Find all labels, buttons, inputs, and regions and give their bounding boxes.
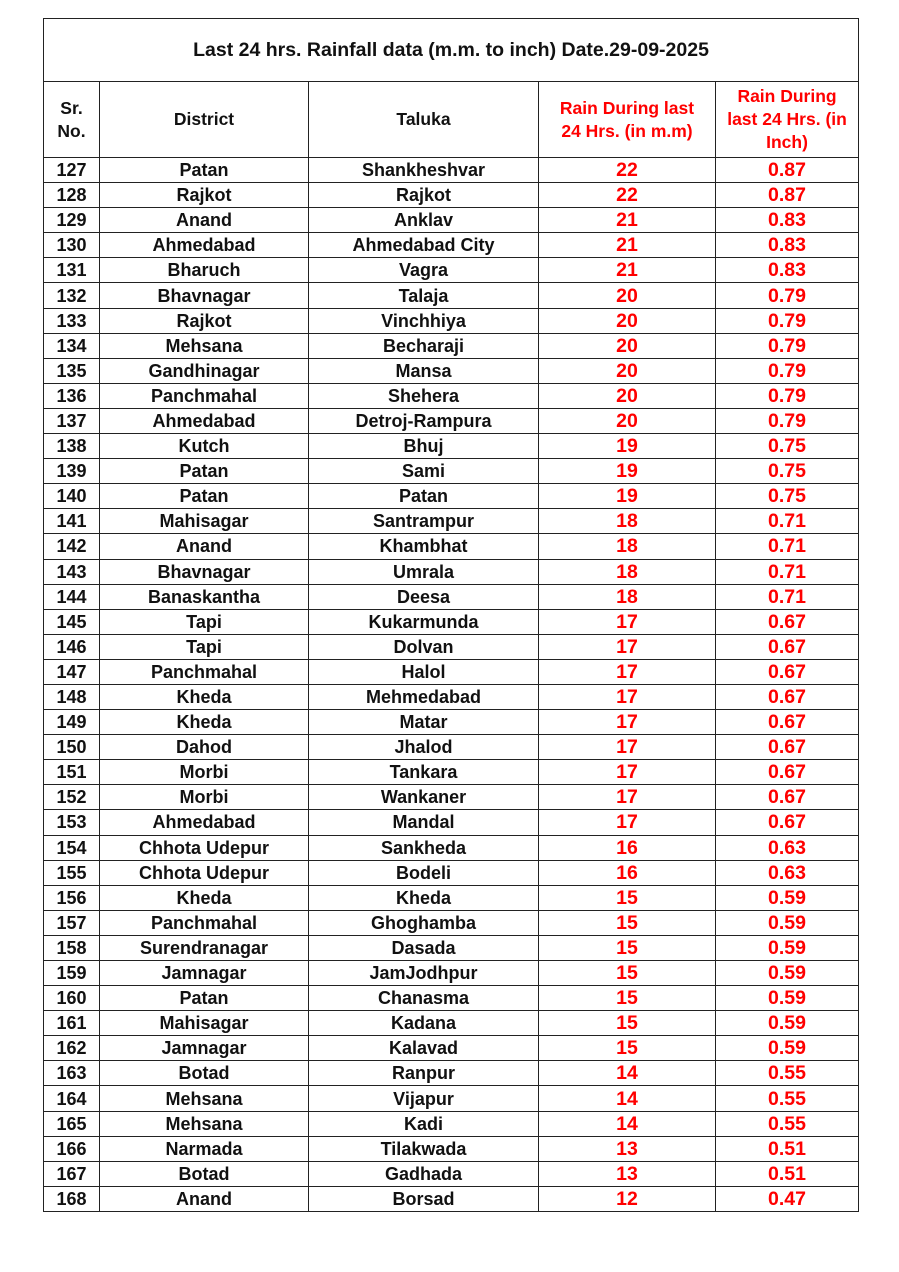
taluka-cell: Mansa (309, 358, 539, 383)
taluka-cell: Kheda (309, 885, 539, 910)
table-row (44, 158, 859, 183)
taluka-cell: Sankheda (309, 835, 539, 860)
rain-inch-cell: 0.59 (716, 1036, 859, 1061)
district-cell: Ahmedabad (100, 408, 309, 433)
rain-mm-cell: 17 (539, 735, 716, 760)
rain-mm-cell: 18 (539, 559, 716, 584)
district-cell: Ahmedabad (100, 810, 309, 835)
rain-mm-cell: 15 (539, 961, 716, 986)
table-row (44, 710, 859, 735)
rain-mm-cell: 19 (539, 459, 716, 484)
sr-no-cell: 163 (44, 1061, 100, 1086)
taluka-cell: Chanasma (309, 986, 539, 1011)
rain-mm-cell: 21 (539, 233, 716, 258)
district-cell: Tapi (100, 609, 309, 634)
rain-inch-cell: 0.67 (716, 659, 859, 684)
header-sr-no: Sr. No. (44, 82, 100, 158)
rain-inch-cell: 0.79 (716, 308, 859, 333)
taluka-cell: Kadi (309, 1111, 539, 1136)
table-row (44, 459, 859, 484)
sr-no-cell: 146 (44, 634, 100, 659)
rain-mm-cell: 17 (539, 810, 716, 835)
table-row (44, 233, 859, 258)
rain-inch-cell: 0.55 (716, 1061, 859, 1086)
taluka-cell: Vinchhiya (309, 308, 539, 333)
taluka-cell: Umrala (309, 559, 539, 584)
table-row (44, 333, 859, 358)
rain-mm-cell: 22 (539, 158, 716, 183)
rain-mm-cell: 16 (539, 835, 716, 860)
rain-inch-cell: 0.75 (716, 484, 859, 509)
table-row (44, 308, 859, 333)
rain-mm-cell: 15 (539, 885, 716, 910)
district-cell: Morbi (100, 760, 309, 785)
district-cell: Rajkot (100, 183, 309, 208)
rain-mm-cell: 19 (539, 434, 716, 459)
rain-mm-cell: 15 (539, 986, 716, 1011)
taluka-cell: Wankaner (309, 785, 539, 810)
taluka-cell: Vijapur (309, 1086, 539, 1111)
sr-no-cell: 156 (44, 885, 100, 910)
sr-no-cell: 131 (44, 258, 100, 283)
table-row (44, 785, 859, 810)
rain-mm-cell: 18 (539, 584, 716, 609)
rain-inch-cell: 0.59 (716, 910, 859, 935)
rain-inch-cell: 0.51 (716, 1161, 859, 1186)
rain-mm-cell: 15 (539, 1011, 716, 1036)
table-row (44, 860, 859, 885)
rain-inch-cell: 0.59 (716, 885, 859, 910)
table-row (44, 283, 859, 308)
sr-no-cell: 148 (44, 684, 100, 709)
table-row (44, 1036, 859, 1061)
sr-no-cell: 147 (44, 659, 100, 684)
rain-inch-cell: 0.63 (716, 860, 859, 885)
district-cell: Kutch (100, 434, 309, 459)
district-cell: Bhavnagar (100, 283, 309, 308)
taluka-cell: Anklav (309, 208, 539, 233)
district-cell: Mehsana (100, 1086, 309, 1111)
rain-mm-cell: 18 (539, 509, 716, 534)
rain-inch-cell: 0.71 (716, 509, 859, 534)
header-rain-inch: Rain During last 24 Hrs. (in Inch) (716, 82, 859, 158)
rain-mm-cell: 22 (539, 183, 716, 208)
district-cell: Botad (100, 1061, 309, 1086)
sr-no-cell: 164 (44, 1086, 100, 1111)
sr-no-cell: 139 (44, 459, 100, 484)
table-row (44, 935, 859, 960)
district-cell: Panchmahal (100, 659, 309, 684)
rain-inch-cell: 0.59 (716, 961, 859, 986)
header-row (44, 82, 859, 158)
table-row (44, 1061, 859, 1086)
sr-no-cell: 168 (44, 1186, 100, 1211)
district-cell: Ahmedabad (100, 233, 309, 258)
taluka-cell: Shehera (309, 383, 539, 408)
table-row (44, 634, 859, 659)
rain-inch-cell: 0.67 (716, 810, 859, 835)
rain-inch-cell: 0.67 (716, 735, 859, 760)
table-row (44, 584, 859, 609)
rain-mm-cell: 18 (539, 534, 716, 559)
district-cell: Chhota Udepur (100, 860, 309, 885)
rain-inch-cell: 0.83 (716, 208, 859, 233)
taluka-cell: Detroj-Rampura (309, 408, 539, 433)
taluka-cell: Kukarmunda (309, 609, 539, 634)
district-cell: Mahisagar (100, 1011, 309, 1036)
sr-no-cell: 144 (44, 584, 100, 609)
table-row (44, 509, 859, 534)
taluka-cell: Matar (309, 710, 539, 735)
taluka-cell: Borsad (309, 1186, 539, 1211)
taluka-cell: Becharaji (309, 333, 539, 358)
table-row (44, 434, 859, 459)
rain-inch-cell: 0.51 (716, 1136, 859, 1161)
taluka-cell: Jhalod (309, 735, 539, 760)
taluka-cell: Vagra (309, 258, 539, 283)
table-row (44, 810, 859, 835)
table-row (44, 559, 859, 584)
rain-inch-cell: 0.71 (716, 559, 859, 584)
table-row (44, 208, 859, 233)
taluka-cell: Tankara (309, 760, 539, 785)
sr-no-cell: 150 (44, 735, 100, 760)
rain-inch-cell: 0.75 (716, 459, 859, 484)
rain-mm-cell: 17 (539, 609, 716, 634)
sr-no-cell: 153 (44, 810, 100, 835)
sr-no-cell: 130 (44, 233, 100, 258)
rain-inch-cell: 0.63 (716, 835, 859, 860)
rain-inch-cell: 0.55 (716, 1086, 859, 1111)
table-body (44, 158, 859, 1212)
table-row (44, 383, 859, 408)
table-row (44, 735, 859, 760)
table-row (44, 885, 859, 910)
sr-no-cell: 140 (44, 484, 100, 509)
table-row (44, 1086, 859, 1111)
sr-no-cell: 133 (44, 308, 100, 333)
rain-inch-cell: 0.67 (716, 634, 859, 659)
rain-inch-cell: 0.87 (716, 158, 859, 183)
rain-mm-cell: 20 (539, 358, 716, 383)
rainfall-table (43, 18, 859, 1212)
district-cell: Anand (100, 534, 309, 559)
table-row (44, 408, 859, 433)
taluka-cell: Ghoghamba (309, 910, 539, 935)
table-row (44, 684, 859, 709)
sr-no-cell: 127 (44, 158, 100, 183)
sr-no-cell: 128 (44, 183, 100, 208)
table-row (44, 910, 859, 935)
rain-mm-cell: 15 (539, 1036, 716, 1061)
rain-inch-cell: 0.59 (716, 935, 859, 960)
taluka-cell: Gadhada (309, 1161, 539, 1186)
district-cell: Bhavnagar (100, 559, 309, 584)
table-row (44, 1161, 859, 1186)
sr-no-cell: 162 (44, 1036, 100, 1061)
rain-mm-cell: 14 (539, 1061, 716, 1086)
sr-no-cell: 151 (44, 760, 100, 785)
taluka-cell: Santrampur (309, 509, 539, 534)
table-row (44, 986, 859, 1011)
table-row (44, 258, 859, 283)
district-cell: Kheda (100, 710, 309, 735)
rain-inch-cell: 0.67 (716, 760, 859, 785)
rain-mm-cell: 21 (539, 208, 716, 233)
taluka-cell: Rajkot (309, 183, 539, 208)
sr-no-cell: 160 (44, 986, 100, 1011)
taluka-cell: Talaja (309, 283, 539, 308)
district-cell: Mehsana (100, 333, 309, 358)
district-cell: Bharuch (100, 258, 309, 283)
table-row (44, 1111, 859, 1136)
taluka-cell: Shankheshvar (309, 158, 539, 183)
rain-inch-cell: 0.47 (716, 1186, 859, 1211)
taluka-cell: Patan (309, 484, 539, 509)
rain-mm-cell: 17 (539, 710, 716, 735)
taluka-cell: Dolvan (309, 634, 539, 659)
taluka-cell: Kalavad (309, 1036, 539, 1061)
sr-no-cell: 166 (44, 1136, 100, 1161)
district-cell: Patan (100, 484, 309, 509)
sr-no-cell: 143 (44, 559, 100, 584)
rain-mm-cell: 20 (539, 408, 716, 433)
rain-inch-cell: 0.71 (716, 584, 859, 609)
district-cell: Banaskantha (100, 584, 309, 609)
header-taluka: Taluka (309, 82, 539, 158)
table-row (44, 609, 859, 634)
sr-no-cell: 138 (44, 434, 100, 459)
rain-inch-cell: 0.59 (716, 986, 859, 1011)
taluka-cell: Ahmedabad City (309, 233, 539, 258)
table-row (44, 484, 859, 509)
taluka-cell: Dasada (309, 935, 539, 960)
header-district: District (100, 82, 309, 158)
rain-mm-cell: 13 (539, 1161, 716, 1186)
district-cell: Dahod (100, 735, 309, 760)
sr-no-cell: 149 (44, 710, 100, 735)
taluka-cell: Mehmedabad (309, 684, 539, 709)
sr-no-cell: 159 (44, 961, 100, 986)
rain-inch-cell: 0.75 (716, 434, 859, 459)
rain-inch-cell: 0.67 (716, 785, 859, 810)
rain-mm-cell: 17 (539, 684, 716, 709)
rain-mm-cell: 20 (539, 383, 716, 408)
rain-inch-cell: 0.67 (716, 684, 859, 709)
district-cell: Chhota Udepur (100, 835, 309, 860)
rain-inch-cell: 0.79 (716, 358, 859, 383)
district-cell: Patan (100, 986, 309, 1011)
taluka-cell: Bhuj (309, 434, 539, 459)
taluka-cell: JamJodhpur (309, 961, 539, 986)
rain-mm-cell: 17 (539, 659, 716, 684)
district-cell: Rajkot (100, 308, 309, 333)
sr-no-cell: 129 (44, 208, 100, 233)
district-cell: Kheda (100, 885, 309, 910)
district-cell: Tapi (100, 634, 309, 659)
sr-no-cell: 136 (44, 383, 100, 408)
rain-inch-cell: 0.67 (716, 609, 859, 634)
rain-inch-cell: 0.79 (716, 383, 859, 408)
district-cell: Kheda (100, 684, 309, 709)
district-cell: Anand (100, 1186, 309, 1211)
table-row (44, 1186, 859, 1211)
taluka-cell: Kadana (309, 1011, 539, 1036)
sr-no-cell: 155 (44, 860, 100, 885)
district-cell: Mehsana (100, 1111, 309, 1136)
taluka-cell: Khambhat (309, 534, 539, 559)
taluka-cell: Halol (309, 659, 539, 684)
rain-mm-cell: 16 (539, 860, 716, 885)
rain-mm-cell: 17 (539, 760, 716, 785)
rain-mm-cell: 21 (539, 258, 716, 283)
taluka-cell: Tilakwada (309, 1136, 539, 1161)
rain-inch-cell: 0.87 (716, 183, 859, 208)
district-cell: Surendranagar (100, 935, 309, 960)
sr-no-cell: 142 (44, 534, 100, 559)
sr-no-cell: 152 (44, 785, 100, 810)
district-cell: Patan (100, 158, 309, 183)
rain-inch-cell: 0.83 (716, 233, 859, 258)
district-cell: Morbi (100, 785, 309, 810)
rain-mm-cell: 20 (539, 283, 716, 308)
district-cell: Mahisagar (100, 509, 309, 534)
district-cell: Panchmahal (100, 910, 309, 935)
header-rain-mm: Rain During last 24 Hrs. (in m.m) (539, 82, 716, 158)
table-row (44, 534, 859, 559)
rain-mm-cell: 15 (539, 910, 716, 935)
sr-no-cell: 167 (44, 1161, 100, 1186)
taluka-cell: Bodeli (309, 860, 539, 885)
table-row (44, 1136, 859, 1161)
rain-mm-cell: 19 (539, 484, 716, 509)
district-cell: Anand (100, 208, 309, 233)
sr-no-cell: 137 (44, 408, 100, 433)
rain-inch-cell: 0.79 (716, 333, 859, 358)
rain-inch-cell: 0.59 (716, 1011, 859, 1036)
sr-no-cell: 134 (44, 333, 100, 358)
table-row (44, 183, 859, 208)
taluka-cell: Sami (309, 459, 539, 484)
rain-inch-cell: 0.71 (716, 534, 859, 559)
taluka-cell: Ranpur (309, 1061, 539, 1086)
rain-mm-cell: 17 (539, 634, 716, 659)
rain-inch-cell: 0.55 (716, 1111, 859, 1136)
taluka-cell: Mandal (309, 810, 539, 835)
rain-mm-cell: 14 (539, 1111, 716, 1136)
rain-inch-cell: 0.67 (716, 710, 859, 735)
rain-mm-cell: 12 (539, 1186, 716, 1211)
district-cell: Gandhinagar (100, 358, 309, 383)
rain-mm-cell: 14 (539, 1086, 716, 1111)
district-cell: Jamnagar (100, 1036, 309, 1061)
taluka-cell: Deesa (309, 584, 539, 609)
table-row (44, 760, 859, 785)
rain-mm-cell: 17 (539, 785, 716, 810)
sr-no-cell: 165 (44, 1111, 100, 1136)
table-row (44, 1011, 859, 1036)
district-cell: Narmada (100, 1136, 309, 1161)
sr-no-cell: 154 (44, 835, 100, 860)
table-title: Last 24 hrs. Rainfall data (m.m. to inch) Date.29-09-2025 (44, 19, 859, 82)
rain-mm-cell: 20 (539, 308, 716, 333)
sr-no-cell: 157 (44, 910, 100, 935)
rain-mm-cell: 13 (539, 1136, 716, 1161)
sr-no-cell: 145 (44, 609, 100, 634)
district-cell: Patan (100, 459, 309, 484)
sr-no-cell: 158 (44, 935, 100, 960)
table-row (44, 358, 859, 383)
sr-no-cell: 161 (44, 1011, 100, 1036)
rain-mm-cell: 20 (539, 333, 716, 358)
rain-mm-cell: 15 (539, 935, 716, 960)
sr-no-cell: 132 (44, 283, 100, 308)
table-row (44, 835, 859, 860)
rain-inch-cell: 0.79 (716, 408, 859, 433)
table-row (44, 961, 859, 986)
rain-inch-cell: 0.79 (716, 283, 859, 308)
title-row (44, 19, 859, 82)
sr-no-cell: 135 (44, 358, 100, 383)
district-cell: Panchmahal (100, 383, 309, 408)
table-row (44, 659, 859, 684)
district-cell: Jamnagar (100, 961, 309, 986)
rain-inch-cell: 0.83 (716, 258, 859, 283)
sr-no-cell: 141 (44, 509, 100, 534)
district-cell: Botad (100, 1161, 309, 1186)
